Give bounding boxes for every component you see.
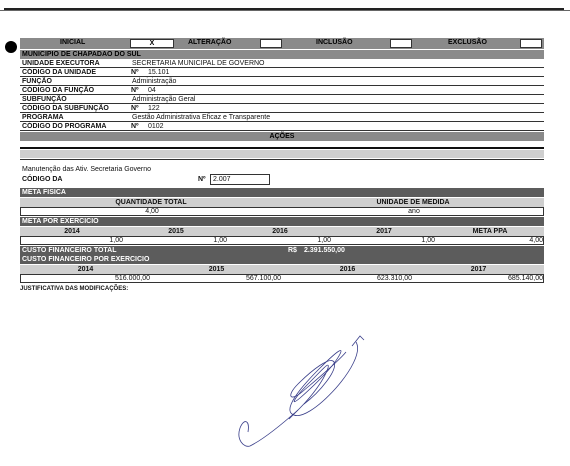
meta-year-2017: 2017: [376, 228, 392, 235]
custo-value-2015: 567.100,00: [245, 275, 281, 282]
custo-year-2016: 2016: [339, 266, 356, 273]
custo-year-2017: 2017: [470, 266, 487, 273]
custo-value-2017: 685.140,00: [507, 275, 543, 282]
meta-exercicio-title: META POR EXERCICIO: [22, 218, 99, 225]
unidade-medida-label: UNIDADE DE MEDIDA: [376, 199, 450, 206]
meta-value-2017: 1,00: [421, 237, 435, 244]
field-number-prefix: Nº: [131, 69, 139, 76]
alteracao-label: ALTERAÇÃO: [188, 39, 232, 46]
exclusao-label: EXCLUSÃO: [448, 39, 487, 46]
field-label: CÓDIGO DA SUBFUNÇÃO: [22, 105, 109, 112]
custo-value-2016: 623.310,00: [376, 275, 412, 282]
meta-year-2015: 2015: [168, 228, 184, 235]
meta-value-2016: 1,00: [317, 237, 331, 244]
meta-fisica-title: META FISICA: [22, 189, 66, 196]
field-value: 0102: [148, 123, 164, 130]
municipio-name: MUNICIPIO DE CHAPADAO DO SUL: [22, 51, 141, 58]
field-label: CÓDIGO DO PROGRAMA: [22, 123, 107, 130]
field-value: Gestão Administrativa Eficaz e Transparente: [132, 114, 271, 121]
custo-year-2015: 2015: [208, 266, 225, 273]
field-value: 122: [148, 105, 160, 112]
custo-year-2014: 2014: [77, 266, 94, 273]
field-value: Administração: [132, 78, 177, 85]
acoes-codigo-value: 2.007: [210, 174, 270, 185]
acoes-codigo-prefix: Nº: [198, 176, 206, 183]
inicial-label: INICIAL: [60, 39, 86, 46]
inclusao-label: INCLUSÃO: [316, 39, 353, 46]
custo-exercicio-title: CUSTO FINANCEIRO POR EXERCICIO: [22, 256, 150, 263]
acoes-codigo-label: CÓDIGO DA: [22, 176, 63, 183]
field-number-prefix: Nº: [131, 105, 139, 112]
meta-ppa-value: 4,00: [529, 237, 543, 244]
field-value: 04: [148, 87, 156, 94]
field-number-prefix: Nº: [131, 123, 139, 130]
unidade-medida-value: ano: [408, 208, 420, 215]
custo-total-currency: R$: [288, 247, 297, 254]
acoes-description: Manutenção das Ativ. Secretaria Governo: [22, 166, 152, 173]
field-label: CÓDIGO DA UNIDADE: [22, 69, 97, 76]
field-label: FUNÇÃO: [22, 78, 52, 85]
meta-ppa-label: META PPA: [472, 228, 508, 235]
quantidade-total-value: 4,00: [145, 208, 159, 215]
acoes-title: AÇÕES: [269, 133, 295, 140]
quantidade-total-label: QUANTIDADE TOTAL: [115, 199, 187, 206]
field-label: CÓDIGO DA FUNÇÃO: [22, 87, 95, 94]
field-label: UNIDADE EXECUTORA: [22, 60, 100, 67]
field-value: 15.101: [148, 69, 170, 76]
custo-total-title: CUSTO FINANCEIRO TOTAL: [22, 247, 117, 254]
field-label: PROGRAMA: [22, 114, 64, 121]
meta-value-2015: 1,00: [213, 237, 227, 244]
meta-year-2016: 2016: [272, 228, 288, 235]
field-value: SECRETARIA MUNICIPAL DE GOVERNO: [132, 60, 265, 67]
inicial-checkbox[interactable]: X: [130, 39, 174, 48]
custo-total-value: 2.391.550,00: [304, 247, 345, 254]
meta-year-2014: 2014: [64, 228, 80, 235]
field-label: SUBFUNÇÃO: [22, 96, 67, 103]
field-number-prefix: Nº: [131, 87, 139, 94]
field-value: Administração Geral: [132, 96, 196, 103]
justificativa-label: JUSTIFICATIVA DAS MODIFICAÇÕES:: [20, 286, 129, 292]
meta-value-2014: 1,00: [109, 237, 123, 244]
custo-value-2014: 516.000,00: [114, 275, 150, 282]
